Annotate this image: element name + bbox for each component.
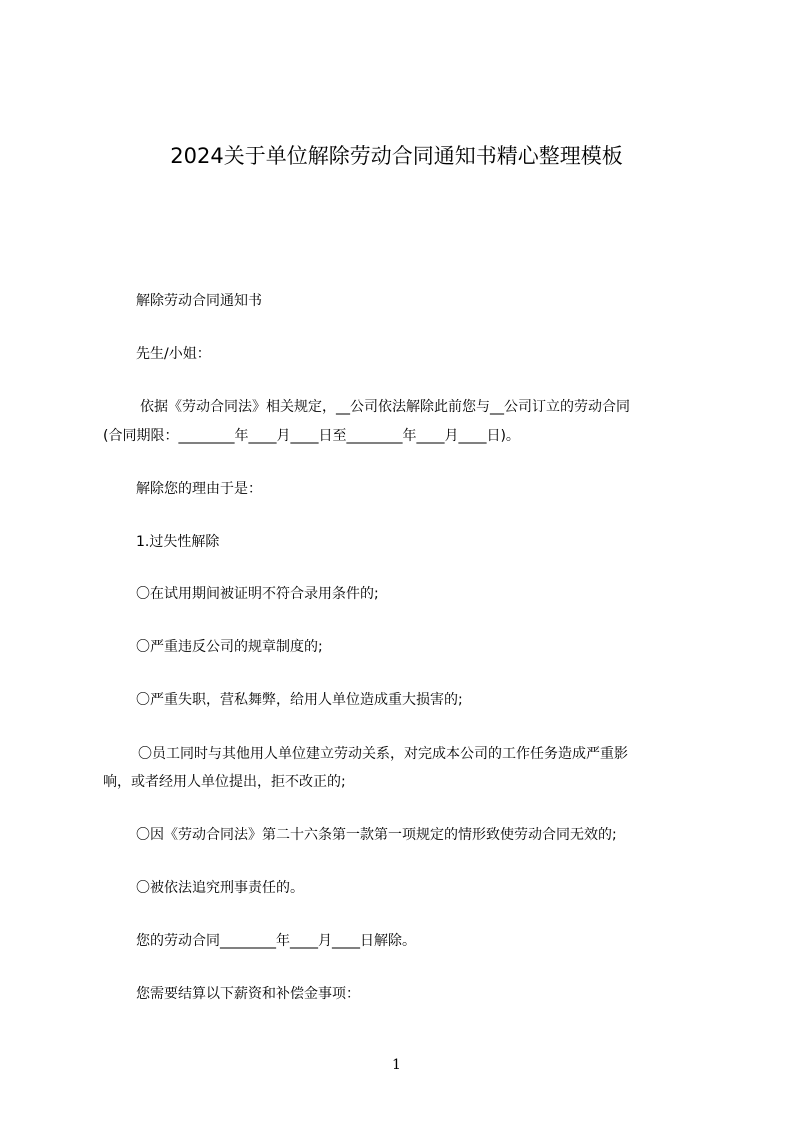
reason-item: 〇在试用期间被证明不符合录用条件的; — [136, 586, 379, 602]
document-title: 2024关于单位解除劳动合同通知书精心整理模板 — [170, 144, 623, 168]
section-heading: 1.过失性解除 — [136, 534, 220, 550]
reason-item-line-1: 〇员工同时与其他用人单位建立劳动关系，对完成本公司的工作任务造成严重影 — [138, 746, 628, 762]
salutation: 先生/小姐： — [136, 346, 211, 362]
reason-item: 〇严重违反公司的规章制度的; — [136, 639, 323, 655]
reason-item: 〇因《劳动合同法》第二十六条第一款第一项规定的情形致使劳动合同无效的; — [136, 827, 617, 843]
reason-item: 〇严重失职，营私舞弊，给用人单位造成重大损害的; — [136, 692, 463, 708]
reason-item-line-2: 响，或者经用人单位提出，拒不改正的; — [103, 774, 346, 790]
settlement-intro: 您需要结算以下薪资和补偿金事项： — [136, 986, 360, 1002]
notice-heading: 解除劳动合同通知书 — [136, 293, 262, 309]
reason-item: 〇被依法追究刑事责任的。 — [136, 880, 304, 896]
body-paragraph-line-1: 依据《劳动合同法》相关规定，__公司依法解除此前您与__公司订立的劳动合同 — [140, 399, 630, 415]
page-number: 1 — [392, 1057, 401, 1073]
body-paragraph-line-2: (合同期限：________年____月____日至________年____月____日)。 — [103, 428, 520, 444]
termination-date: 您的劳动合同________年____月____日解除。 — [136, 933, 416, 949]
reason-intro: 解除您的理由于是： — [136, 481, 262, 497]
